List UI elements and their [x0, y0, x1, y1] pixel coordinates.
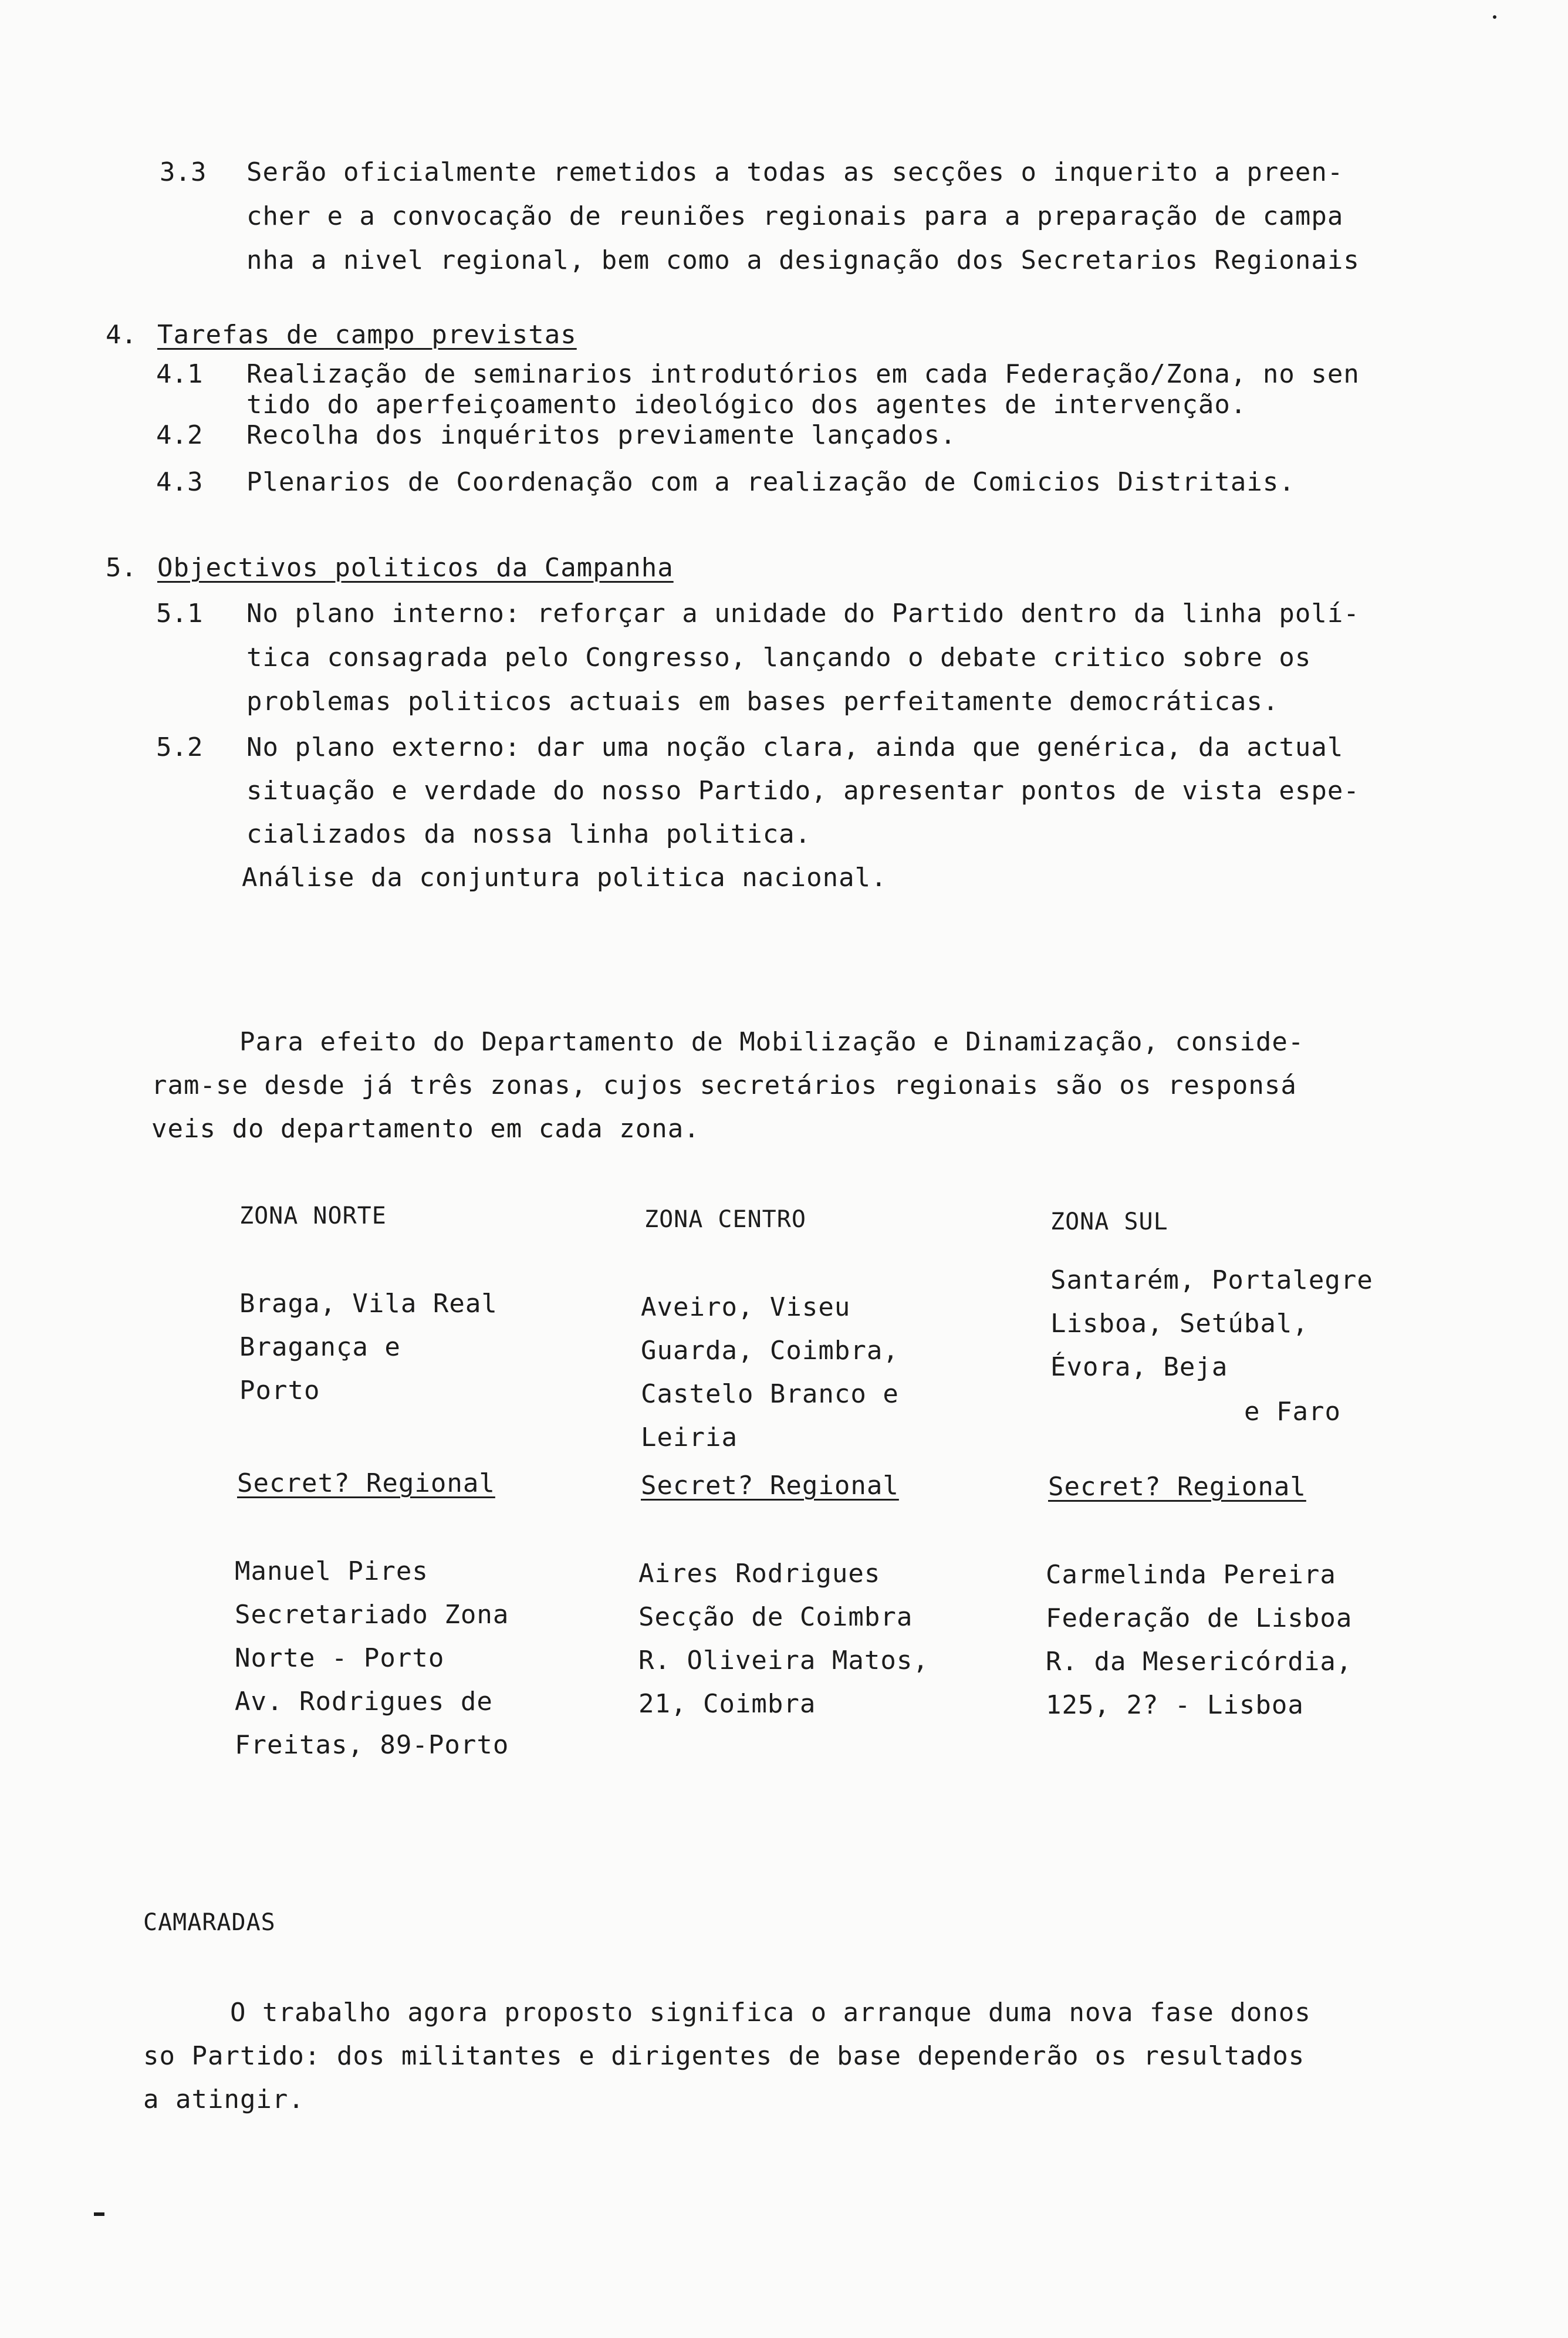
zone-contact-line: Norte - Porto [235, 1643, 445, 1673]
zone-contact-line: R. da Mesericórdia, [1046, 1647, 1353, 1677]
item-number: 5.1 [156, 599, 203, 629]
body-line: Realização de seminarios introdutórios em cada Federação/Zona, no sen [246, 359, 1360, 389]
zone-district: Santarém, Portalegre [1050, 1265, 1373, 1295]
body-line: Recolha dos inquéritos previamente lançados. [246, 420, 957, 450]
scan-mark [1493, 15, 1496, 19]
zone-contact-line: Secção de Coimbra [638, 1602, 913, 1632]
section-number: 4. [106, 320, 137, 350]
zone-district: Braga, Vila Real [239, 1289, 498, 1319]
zone-contact-line: 21, Coimbra [638, 1689, 816, 1719]
zone-district: e Faro [1244, 1397, 1341, 1427]
zone-contact-line: Federação de Lisboa [1046, 1603, 1353, 1633]
zone-district: Bragança e [239, 1332, 401, 1362]
salutation: CAMARADAS [143, 1909, 276, 1936]
zone-contact-line: Av. Rodrigues de [235, 1687, 493, 1717]
body-line: problemas politicos actuais em bases perfeitamente democráticas. [246, 687, 1279, 717]
paragraph-line: Para efeito do Departamento de Mobilização e Dinamização, conside- [239, 1027, 1305, 1057]
zone-contact-line: Freitas, 89-Porto [235, 1730, 509, 1760]
closing-line: O trabalho agora proposto significa o arranque duma nova fase donos [230, 1998, 1311, 2028]
zone-secretary-label: Secret? Regional [1048, 1472, 1306, 1502]
scan-mark [94, 2212, 104, 2216]
body-line: Serão oficialmente remetidos a todas as secções o inquerito a preen- [246, 157, 1344, 187]
section-heading: Objectivos politicos da Campanha [157, 553, 674, 583]
item-number: 4.1 [156, 359, 203, 389]
zone-title-sul: ZONA SUL [1050, 1208, 1168, 1235]
zone-district: Aveiro, Viseu [641, 1292, 851, 1322]
body-line: Plenarios de Coordenação com a realização de Comicios Distritais. [246, 467, 1295, 497]
zone-secretary-label: Secret? Regional [237, 1468, 495, 1498]
zone-district: Castelo Branco e [641, 1379, 899, 1409]
paragraph-line: ram-se desde já três zonas, cujos secretários regionais são os responsá [151, 1070, 1297, 1100]
zone-title-centro: ZONA CENTRO [644, 1206, 806, 1233]
zone-contact-line: Aires Rodrigues [638, 1559, 881, 1589]
zone-contact-line: R. Oliveira Matos, [638, 1646, 929, 1675]
body-line: tica consagrada pelo Congresso, lançando o debate critico sobre os [246, 643, 1312, 673]
body-line: No plano externo: dar uma noção clara, ainda que genérica, da actual [246, 732, 1344, 762]
closing-line: so Partido: dos militantes e dirigentes de base dependerão os resultados [143, 2041, 1305, 2071]
zone-district: Lisboa, Setúbal, [1050, 1309, 1309, 1339]
body-line: No plano interno: reforçar a unidade do Partido dentro da linha polí- [246, 599, 1360, 629]
zone-secretary-label: Secret? Regional [641, 1471, 899, 1501]
zone-title-norte: ZONA NORTE [239, 1202, 387, 1229]
closing-line: a atingir. [143, 2084, 305, 2114]
item-number: 4.3 [156, 467, 203, 497]
body-line: situação e verdade do nosso Partido, apresentar pontos de vista espe- [246, 776, 1360, 806]
zone-district: Guarda, Coimbra, [641, 1336, 899, 1366]
zone-district: Porto [239, 1376, 320, 1405]
zone-district: Évora, Beja [1050, 1352, 1228, 1382]
item-number: 4.2 [156, 420, 203, 450]
body-line: Análise da conjuntura politica nacional. [242, 863, 887, 893]
paragraph-line: veis do departamento em cada zona. [151, 1114, 700, 1144]
section-number: 5. [106, 553, 137, 583]
zone-contact-line: Secretariado Zona [235, 1600, 509, 1630]
zone-contact-line: Manuel Pires [235, 1556, 428, 1586]
section-heading: Tarefas de campo previstas [157, 320, 577, 350]
body-line: cializados da nossa linha politica. [246, 819, 812, 849]
zone-district: Leiria [641, 1423, 738, 1452]
body-line: tido do aperfeiçoamento ideológico dos agentes de intervenção. [246, 390, 1247, 420]
item-number: 5.2 [156, 732, 203, 762]
zone-contact-line: 125, 2? - Lisboa [1046, 1690, 1304, 1720]
body-line: cher e a convocação de reuniões regionais para a preparação de campa [246, 201, 1344, 231]
zone-contact-line: Carmelinda Pereira [1046, 1560, 1336, 1590]
body-line: nha a nivel regional, bem como a designação dos Secretarios Regionais [246, 245, 1360, 275]
item-number: 3.3 [160, 157, 207, 187]
